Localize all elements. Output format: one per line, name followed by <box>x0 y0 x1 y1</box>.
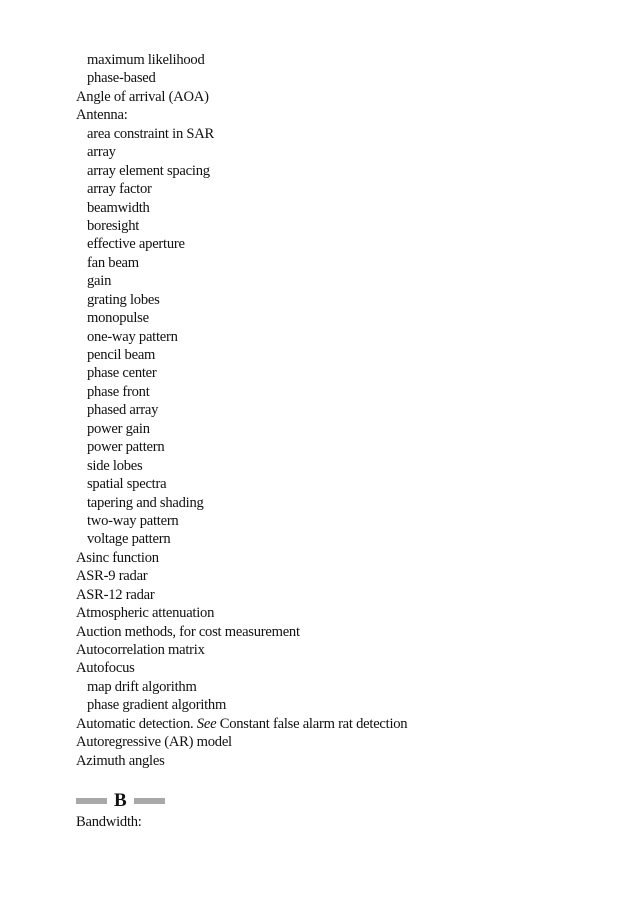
index-entry-list-b <box>76 813 142 831</box>
index-subentry: power pattern <box>87 439 165 456</box>
index-subentry: two-way pattern <box>87 512 179 529</box>
index-entry: Bandwidth: <box>76 814 142 830</box>
index-subentry: area constraint in SAR <box>87 125 215 142</box>
index-subentry: maximum likelihood <box>87 52 205 68</box>
section-letter: B <box>114 790 127 811</box>
index-subentry: gain <box>87 273 112 290</box>
index-subentry: voltage pattern <box>87 531 171 548</box>
index-subentry: fan beam <box>87 254 139 271</box>
see-reference-label: See <box>196 715 217 732</box>
index-subentry: phase-based <box>87 70 156 87</box>
index-subentry: array element spacing <box>87 162 210 179</box>
index-subentry: spatial spectra <box>87 476 167 493</box>
index-subentry: one-way pattern <box>87 328 178 345</box>
index-entry: Autofocus <box>76 660 135 677</box>
index-subentry: phase front <box>87 383 150 400</box>
index-entry: Autocorrelation matrix <box>76 642 205 658</box>
section-heading <box>76 789 165 813</box>
index-subentry: effective aperture <box>87 236 185 253</box>
index-entry: Azimuth angles <box>76 752 165 769</box>
index-subentry: boresight <box>87 217 140 234</box>
index-entry-list <box>76 51 616 770</box>
index-subentry: array <box>87 144 116 161</box>
index-entry: Angle of arrival (AOA) <box>76 88 209 105</box>
index-entry: Asinc function <box>76 549 159 566</box>
index-entry: Autoregressive (AR) model <box>76 734 232 751</box>
entry-term: Automatic detection. <box>76 715 194 732</box>
index-subentry: grating lobes <box>87 291 160 308</box>
index-subentry: array factor <box>87 181 152 198</box>
index-subentry: tapering and shading <box>87 494 204 511</box>
index-subentry: phase gradient algorithm <box>87 697 227 714</box>
index-subentry: side lobes <box>87 457 143 474</box>
index-entry: Atmospheric attenuation <box>76 605 215 622</box>
heading-rule-left <box>76 798 107 804</box>
index-subentry: beamwidth <box>87 199 150 216</box>
index-subentry: map drift algorithm <box>87 678 197 695</box>
index-subentry: phased array <box>87 402 159 419</box>
index-entry: ASR-12 radar <box>76 586 155 603</box>
index-entry <box>76 715 616 733</box>
index-subentry: pencil beam <box>87 347 156 363</box>
index-subentry: monopulse <box>87 310 149 327</box>
see-reference-target: Constant false alarm rat detection <box>219 715 408 732</box>
index-subentry: power gain <box>87 420 150 437</box>
index-entry: Antenna: <box>76 107 128 124</box>
index-entry: Auction methods, for cost measurement <box>76 623 300 640</box>
heading-rule-right <box>134 798 165 804</box>
index-entry: ASR-9 radar <box>76 568 148 585</box>
index-subentry: phase center <box>87 365 157 382</box>
